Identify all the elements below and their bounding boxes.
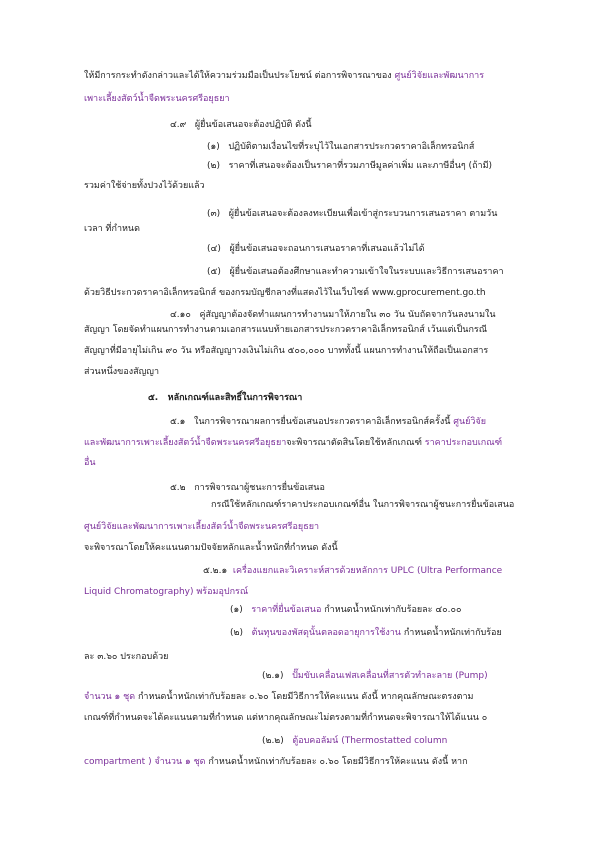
text-line: รวมค่าใช้จ่ายทั้งปวงไว้ด้วยแล้ว — [84, 181, 205, 191]
text-line: เกณฑ์ที่กำหนดจะได้คะแนนตามที่กำหนด แต่หากคุณลักษณะไม่ตรงตามที่กำหนดจะพิจารณาให้ได้แนน ๐ — [84, 713, 488, 723]
section-heading-5: ๕. หลักเกณฑ์และสิทธิ์ในการพิจารณา — [148, 393, 303, 403]
text-line: สัญญา โดยจัดทำแผนการทำงานตามเอกสารแนบท้ายเอกสารประกวดราคาอิเล็กทรอนิกส์ เว้นแต่เป็นกรณี — [84, 325, 488, 335]
list-item: (๔) ผู้ยื่นข้อเสนอจะถอนการเสนอราคาที่เสนอแล้วไม่ได้ — [207, 244, 425, 254]
list-item: (๓) ผู้ยื่นข้อเสนอจะต้องลงทะเบียนเพื่อเข้าสู่กระบวนการเสนอราคา ตามวัน — [207, 209, 498, 219]
text-line: กรณีใช้หลักเกณฑ์ราคาประกอบเกณฑ์อื่น ในการพิจารณาผู้ชนะการยื่นข้อเสนอ — [211, 500, 515, 510]
text-line: ศูนย์วิจัยและพัฒนาการเพาะเลี้ยงสัตว์น้ำจืดพระนครศรีอยุธยา — [84, 522, 320, 532]
clause-4-9: ๔.๙ ผู้ยื่นข้อเสนอจะต้องปฏิบัติ ดังนี้ — [170, 120, 312, 130]
clause-5-2: ๕.๒ การพิจารณาผู้ชนะการยื่นข้อเสนอ — [170, 483, 325, 493]
text-line: สัญญาที่มีอายุไม่เกิน ๙๐ วัน หรือสัญญาวงเงินไม่เกิน ๕๐๐,๐๐๐ บาททั้งนี้ แผนการทำงานให้ถือเป็นเอกสาร — [84, 346, 489, 356]
text-line: เพาะเลี้ยงสัตว์น้ำจืดพระนครศรีอยุธยา — [84, 94, 230, 104]
list-item: (๑) ราคาที่ยื่นข้อเสนอ กำหนดน้ำหนักเท่ากับร้อยละ ๔๐.๐๐ — [230, 605, 462, 615]
text-line: เวลา ที่กำหนด — [84, 224, 140, 234]
clause-5-2-1: ๕.๒.๑ เครื่องแยกและวิเคราะห์สารด้วยหลักการ UPLC (Ultra Performance — [203, 566, 503, 576]
list-item: (๒) ราคาที่เสนอจะต้องเป็นราคาที่รวมภาษีมูลค่าเพิ่ม และภาษีอื่นๆ (ถ้ามี) — [207, 161, 493, 171]
list-item: (๕) ผู้ยื่นข้อเสนอต้องศึกษาและทำความเข้าใจในระบบและวิธีการเสนอราคา — [207, 267, 504, 277]
clause-4-10: ๔.๑๐ คู่สัญญาต้องจัดทำแผนการทำงานมาให้ภายใน ๓๐ วัน นับถัดจากวันลงนามใน — [170, 310, 496, 320]
text-line: compartment ) จำนวน ๑ ชุด กำหนดน้ำหนักเท่ากับร้อยละ ๐.๖๐ โดยมีวิธีการให้คะแนน ดังนี้ หาก — [84, 757, 468, 767]
text-line: จำนวน ๑ ชุด กำหนดน้ำหนักเท่ากับร้อยละ ๐.๖๐ โดยมีวิธีการให้คะแนน ดังนี้ หากคุณลักษณะตรงตาม — [84, 692, 474, 702]
list-item: (๑) ปฏิบัติตามเงื่อนไขที่ระบุไว้ในเอกสารประกวดราคาอิเล็กทรอนิกส์ — [207, 142, 475, 152]
text-line: และพัฒนาการเพาะเลี้ยงสัตว์น้ำจืดพระนครศรีอยุธยาจะพิจารณาตัดสินโดยใช้หลักเกณฑ์ ราคาประกอบเกณฑ์ — [84, 438, 503, 448]
text-line: ให้มีการกระทำดังกล่าวและได้ให้ความร่วมมือเป็นประโยชน์ ต่อการพิจารณาของ ศูนย์วิจัยและพัฒนาการ — [84, 71, 485, 81]
text-line: อื่น — [84, 458, 96, 468]
text-line: Liquid Chromatography) พร้อมอุปกรณ์ — [84, 587, 249, 597]
list-item: (๒.๒) ตู้อบคอลัมน์ (Thermostatted column — [262, 736, 448, 746]
text-line: ด้วยวิธีประกวดราคาอิเล็กทรอนิกส์ ของกรมบัญชีกลางที่แสดงไว้ในเว็บไซต์ www.gprocurement.go.th — [84, 288, 486, 298]
clause-5-1: ๕.๑ ในการพิจารณาผลการยื่นข้อเสนอประกวดราคาอิเล็กทรอนิกส์ครั้งนี้ ศูนย์วิจัย — [170, 417, 487, 427]
list-item: (๒.๑) ปั๊มขับเคลื่อนเฟสเคลื่อนที่สารตัวทำละลาย (Pump) — [262, 671, 488, 681]
list-item: (๒) ต้นทุนของพัสดุนั้นตลอดอายุการใช้งาน กำหนดน้ำหนักเท่ากับร้อย — [230, 628, 502, 638]
text-line: ส่วนหนึ่งของสัญญา — [84, 367, 160, 377]
text-line: จะพิจารณาโดยให้คะแนนตามปัจจัยหลักและน้ำหนักที่กำหนด ดังนี้ — [84, 543, 338, 553]
text-line: ละ ๓.๖๐ ประกอบด้วย — [84, 652, 169, 662]
